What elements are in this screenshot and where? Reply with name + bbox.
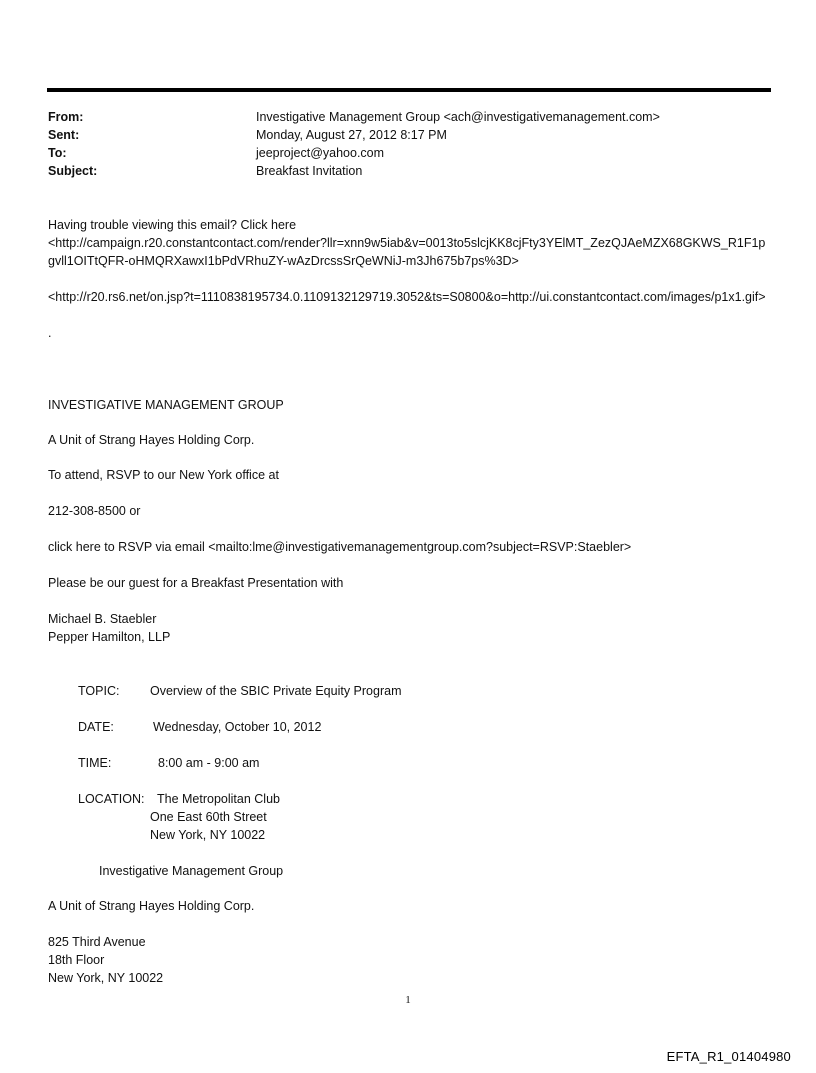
location-line3: New York, NY 10022 [150,828,266,842]
org-heading: INVESTIGATIVE MANAGEMENT GROUP [48,398,284,412]
speaker-name: Michael B. Staebler [48,612,157,626]
dot-text: . [48,326,52,340]
location-line1: The Metropolitan Club [157,792,280,806]
address-line2: 18th Floor [48,953,105,967]
header-divider [47,88,771,92]
page-number: 1 [405,994,411,1006]
guest-text: Please be our guest for a Breakfast Presentation with [48,576,344,590]
to-value: jeeproject@yahoo.com [256,146,385,160]
unit-text: A Unit of Strang Hayes Holding Corp. [48,433,255,447]
render-link[interactable]: <http://campaign.r20.constantcontact.com/render?llr=xnn9w5iab&v=0013to5slcjKK8cjFty3YElMT_ZezQJAeMZX68GKWS_R1F1pgvll1OITtQFR-oHMQRXawxI1bPdVRhuZY-wAzDrcssSrQeWNiJ-m3Jh675b7ps%3D> [48,236,766,268]
footer-org: Investigative Management Group [99,864,284,878]
to-label: To: [48,146,67,160]
address-line1: 825 Third Avenue [48,935,146,949]
address-line3: New York, NY 10022 [48,971,164,985]
footer-unit: A Unit of Strang Hayes Holding Corp. [48,899,255,913]
location-label: LOCATION: [78,792,145,806]
sent-value: Monday, August 27, 2012 8:17 PM [256,128,447,142]
sent-label: Sent: [48,128,80,142]
from-value: Investigative Management Group <ach@investigativemanagement.com> [256,110,660,124]
date-value: Wednesday, October 10, 2012 [153,720,322,734]
date-label: DATE: [78,720,114,734]
tracking-link[interactable]: <http://r20.rs6.net/on.jsp?t=1110838195734.0.1109132129719.3052&ts=S0800&o=http://ui.constantcontact.com/images/p1x1.gif> [48,290,766,304]
phone-text: 212-308-8500 or [48,504,141,518]
topic-label: TOPIC: [78,684,120,698]
subject-label: Subject: [48,164,98,178]
time-value: 8:00 am - 9:00 am [158,756,260,770]
bates-number: EFTA_R1_01404980 [666,1049,791,1064]
location-line2: One East 60th Street [150,810,267,824]
time-label: TIME: [78,756,112,770]
topic-value: Overview of the SBIC Private Equity Program [150,684,402,698]
trouble-viewing-text: Having trouble viewing this email? Click here [48,218,297,232]
attend-text: To attend, RSVP to our New York office at [48,468,279,482]
from-label: From: [48,110,84,124]
speaker-firm: Pepper Hamilton, LLP [48,630,171,644]
rsvp-link[interactable]: click here to RSVP via email <mailto:lme@investigativemanagementgroup.com?subject=RSVP:Staebler> [48,540,632,554]
subject-value: Breakfast Invitation [256,164,363,178]
